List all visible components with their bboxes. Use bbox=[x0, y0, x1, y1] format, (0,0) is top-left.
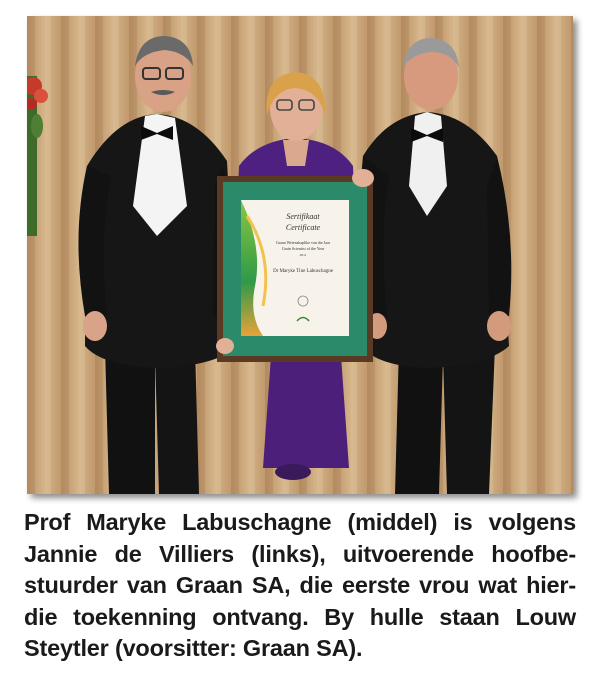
certificate-frame bbox=[216, 169, 374, 362]
certificate-heading-1: Sertifikaat bbox=[286, 212, 320, 221]
photo-caption bbox=[24, 507, 576, 665]
certificate-year: 2011 bbox=[299, 253, 307, 257]
certificate-award-line-1: Graan Wetenskaplike van die Jaar bbox=[275, 240, 331, 245]
certificate-award-line-2: Grain Scientist of the Year bbox=[281, 246, 325, 251]
award-photo bbox=[27, 16, 573, 494]
caption-line: die toekenning ontvang. By hulle staan Louw bbox=[24, 603, 576, 630]
caption-line: Prof Maryke Labuschagne (middel) is volgens bbox=[24, 509, 576, 535]
certificate-recipient: Dr Maryke Tine Labuschagne bbox=[273, 269, 333, 274]
caption-line: stuurder van Graan SA, die eerste vrou wat hier- bbox=[24, 572, 576, 598]
certificate-heading-2: Certificate bbox=[285, 223, 321, 232]
caption-line: Steytler (voorsitter: Graan SA). bbox=[24, 635, 363, 661]
caption-line: Jannie de Villiers (links), uitvoerende hoofbe- bbox=[24, 540, 576, 567]
